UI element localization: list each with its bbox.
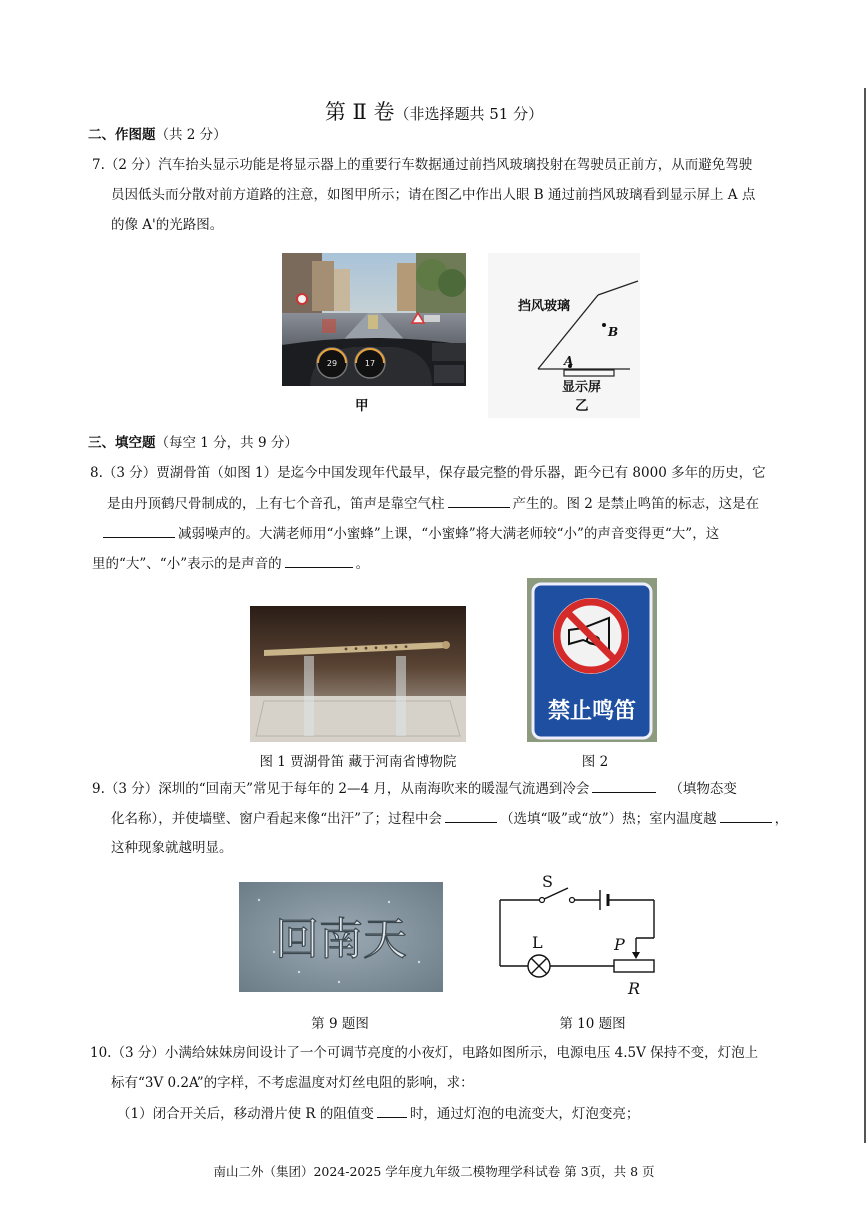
section2-note: （共 2 分） [155, 127, 227, 143]
q9-blank-1[interactable] [592, 778, 656, 793]
section3-note: （每空 1 分，共 9 分） [155, 435, 298, 451]
hud-speed-right: 17 [364, 359, 376, 368]
q9-line2c: ， [774, 811, 789, 827]
point-b-label: B [608, 325, 619, 339]
q8-line3-text: 减弱噪声的。大满老师用“小蜜蜂”上课，“小蜜蜂”将大满老师较“小”的声音变得更“大”，这 [178, 526, 720, 542]
page-footer: 南山二外（集团）2024-2025 学年度九年级二模物理学科试卷 第 3页，共 8 页 [213, 1164, 655, 1179]
page-edge-line [864, 88, 866, 1143]
q10-line1: 10.（3 分）小满给妹妹房间设计了一个可调节亮度的小夜灯，电路如图所示，电源电压 4.5V 保持不变，灯泡上 [90, 1045, 759, 1061]
hud-speed-left: 29 [326, 359, 338, 368]
fig1-caption: 图 1 贾湖骨笛 藏于河南省博物院 [259, 754, 457, 770]
q9-line2 [111, 808, 788, 829]
q9-line1b: （填物态变 [669, 781, 737, 797]
circuit-s-label: S [542, 872, 553, 891]
q8-line2 [107, 493, 759, 514]
q10-blank-1[interactable] [377, 1103, 407, 1118]
fig9-text: 回南天 [275, 914, 407, 965]
q7-line3: 的像 A'的光路图。 [111, 217, 224, 233]
q9-line2b: （选填“吸”或“放”）热；室内温度越 [500, 811, 717, 827]
section3-heading [88, 433, 298, 453]
windshield-label: 挡风玻璃 [518, 299, 571, 314]
section3-title: 三、填空题 [88, 435, 156, 451]
section2-title: 二、作图题 [88, 127, 156, 143]
bone-flute-photo [250, 606, 466, 742]
q9-blank-3[interactable] [720, 808, 772, 823]
slider-arrow [632, 952, 640, 959]
fig2-caption: 图 2 [581, 754, 609, 770]
circuit-diagram [490, 870, 665, 1000]
q8-blank-3[interactable] [285, 553, 353, 568]
q9-line3: 这种现象就越明显。 [111, 840, 233, 856]
q8-blank-1[interactable] [448, 493, 510, 508]
circuit-r-label: R [628, 979, 641, 998]
sign-text: 禁止鸣笛 [547, 699, 637, 724]
fig-yi-label: 乙 [575, 398, 589, 414]
point-b-dot [602, 323, 606, 327]
q7-line1: 7.（2 分）汽车抬头显示功能是将显示器上的重要行车数据通过前挡风玻璃投射在驾驶员正前方，从而避免驾驶 [92, 157, 753, 173]
fig10-caption: 第 10 题图 [559, 1016, 626, 1032]
point-a-label: A [564, 354, 574, 368]
q9-blank-2[interactable] [445, 808, 497, 823]
q8-blank-2[interactable] [103, 523, 175, 538]
q8-line4 [92, 553, 369, 574]
no-horn-sign [527, 578, 657, 742]
q9-line1a: 9.（3 分）深圳的“回南天”常见于每年的 2—4 月，从南海吹来的暖湿气流遇到冷会 [92, 781, 590, 797]
q10-sub1 [117, 1103, 639, 1124]
section-title [0, 96, 868, 126]
q8-line3 [100, 523, 719, 544]
screen-label: 显示屏 [562, 380, 602, 395]
windshield-diagram [488, 253, 640, 418]
q8-line2b: 产生的。图 2 是禁止鸣笛的标志，这是在 [512, 496, 760, 512]
q7-line2: 员因低头而分散对前方道路的注意，如图甲所示；请在图乙中作出人眼 B 通过前挡风玻璃看到显示屏上 A 点 [111, 187, 756, 203]
fig9-caption: 第 9 题图 [311, 1016, 369, 1032]
q8-line2a: 是由丹顶鹤尺骨制成的，上有七个音孔，笛声是靠空气柱 [107, 496, 445, 512]
fig-jia-label: 甲 [355, 398, 369, 414]
q9-line2a: 化名称），并使墙壁、窗户看起来像“出汗”了；过程中会 [111, 811, 443, 827]
circuit-l-label: L [532, 933, 543, 952]
fig9-photo [239, 882, 443, 992]
q10-sub1b: 时，通过灯泡的电流变大，灯泡变亮； [409, 1106, 640, 1122]
section-title-main: 第 Ⅱ 卷 [324, 100, 395, 124]
section-title-sub: （非选择题共 51 分） [394, 105, 544, 123]
q8-line4a: 里的“大”、“小”表示的是声音的 [92, 556, 282, 572]
q8-line1: 8.（3 分）贾湖骨笛（如图 1）是迄今中国发现年代最早，保存最完整的骨乐器，距今已有 8000 多年的历史，它 [90, 465, 766, 481]
q9-line1 [92, 778, 737, 799]
section2-heading [88, 125, 227, 145]
hud-photo [282, 253, 466, 386]
circuit-p-label: P [614, 935, 625, 954]
rheostat-r [614, 960, 654, 972]
q10-sub1a: （1）闭合开关后，移动滑片使 R 的阻值变 [117, 1106, 374, 1122]
q8-line4b: 。 [355, 556, 370, 572]
q10-line2: 标有“3V 0.2A”的字样，不考虑温度对灯丝电阻的影响，求： [111, 1075, 474, 1091]
